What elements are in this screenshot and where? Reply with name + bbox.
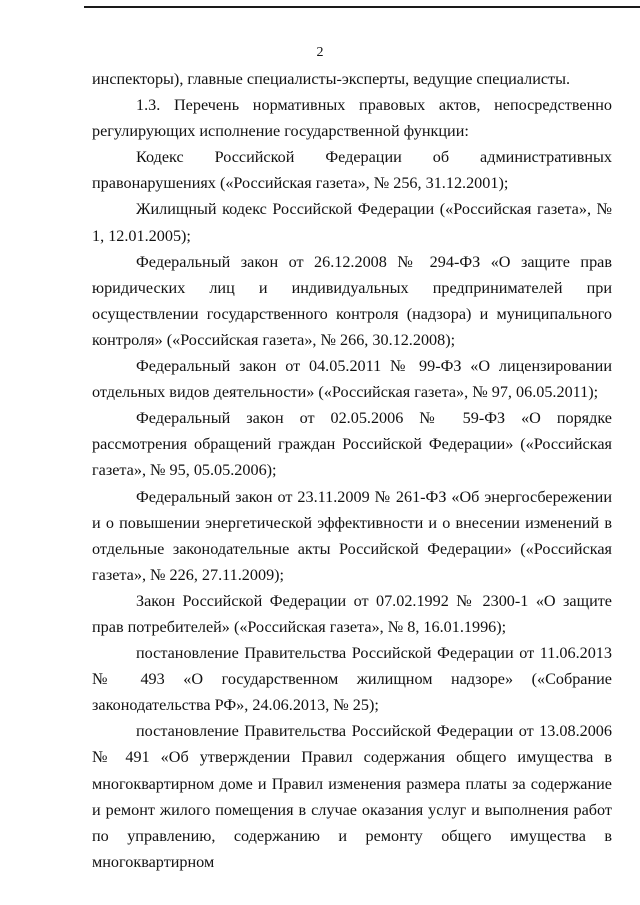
paragraph-law-59: Федеральный закон от 02.05.2006 № 59-ФЗ «О порядке рассмотрения обращений граждан Российской Федерации» («Российская газета», № 95, 05.05.2006); — [92, 409, 612, 480]
paragraph-law-2300: Закон Российской Федерации от 07.02.1992 № 2300-1 «О защите прав потребителей» («Российская газета», № 8, 16.01.1996); — [92, 591, 612, 636]
paragraph-section-1-3: 1.3. Перечень нормативных правовых актов, непосредственно регулирующих исполнение государственной функции: — [92, 96, 612, 141]
document-body — [92, 66, 612, 875]
paragraph-resolution-493: постановление Правительства Российской Федерации от 11.06.2013 № 493 «О государственном жилищном надзоре» («Собрание законодательства РФ», 24.06.2013, № 25); — [92, 644, 612, 715]
paragraph-housing-code: Жилищный кодекс Российской Федерации («Российская газета», № 1, 12.01.2005); — [92, 200, 612, 245]
top-rule — [84, 6, 640, 8]
paragraph-koap: Кодекс Российской Федерации об административных правонарушениях («Российская газета», № 256, 31.12.2001); — [92, 148, 612, 193]
page-number: 2 — [316, 45, 324, 60]
paragraph-law-294: Федеральный закон от 26.12.2008 № 294-ФЗ «О защите прав юридических лиц и индивидуальных предпринимателей при осуществлении государственного контроля (надзора) и муниципального контроля» («Российская газета», № 266, 30.12.2008); — [92, 252, 612, 349]
paragraph-law-261: Федеральный закон от 23.11.2009 № 261-ФЗ «Об энергосбережении и о повышении энергетической эффективности и о внесении изменений в отдельные законодательные акты Российской Федерации» («Российская газета», № 226, 27.11.2009); — [92, 487, 612, 584]
paragraph-continuation: инспекторы), главные специалисты-эксперты, ведущие специалисты. — [92, 70, 571, 88]
paragraph-law-99: Федеральный закон от 04.05.2011 № 99-ФЗ «О лицензировании отдельных видов деятельности» («Российская газета», № 97, 06.05.2011); — [92, 357, 612, 402]
paragraph-resolution-491: постановление Правительства Российской Федерации от 13.08.2006 № 491 «Об утверждении Правил содержания общего имущества в многоквартирном доме и Правил изменения размера платы за содержание и ремонт жилого помещения в случае оказания услуг и выполнения работ по управлению, содержанию и ремонту общего имущества в многоквартирном — [92, 722, 612, 871]
